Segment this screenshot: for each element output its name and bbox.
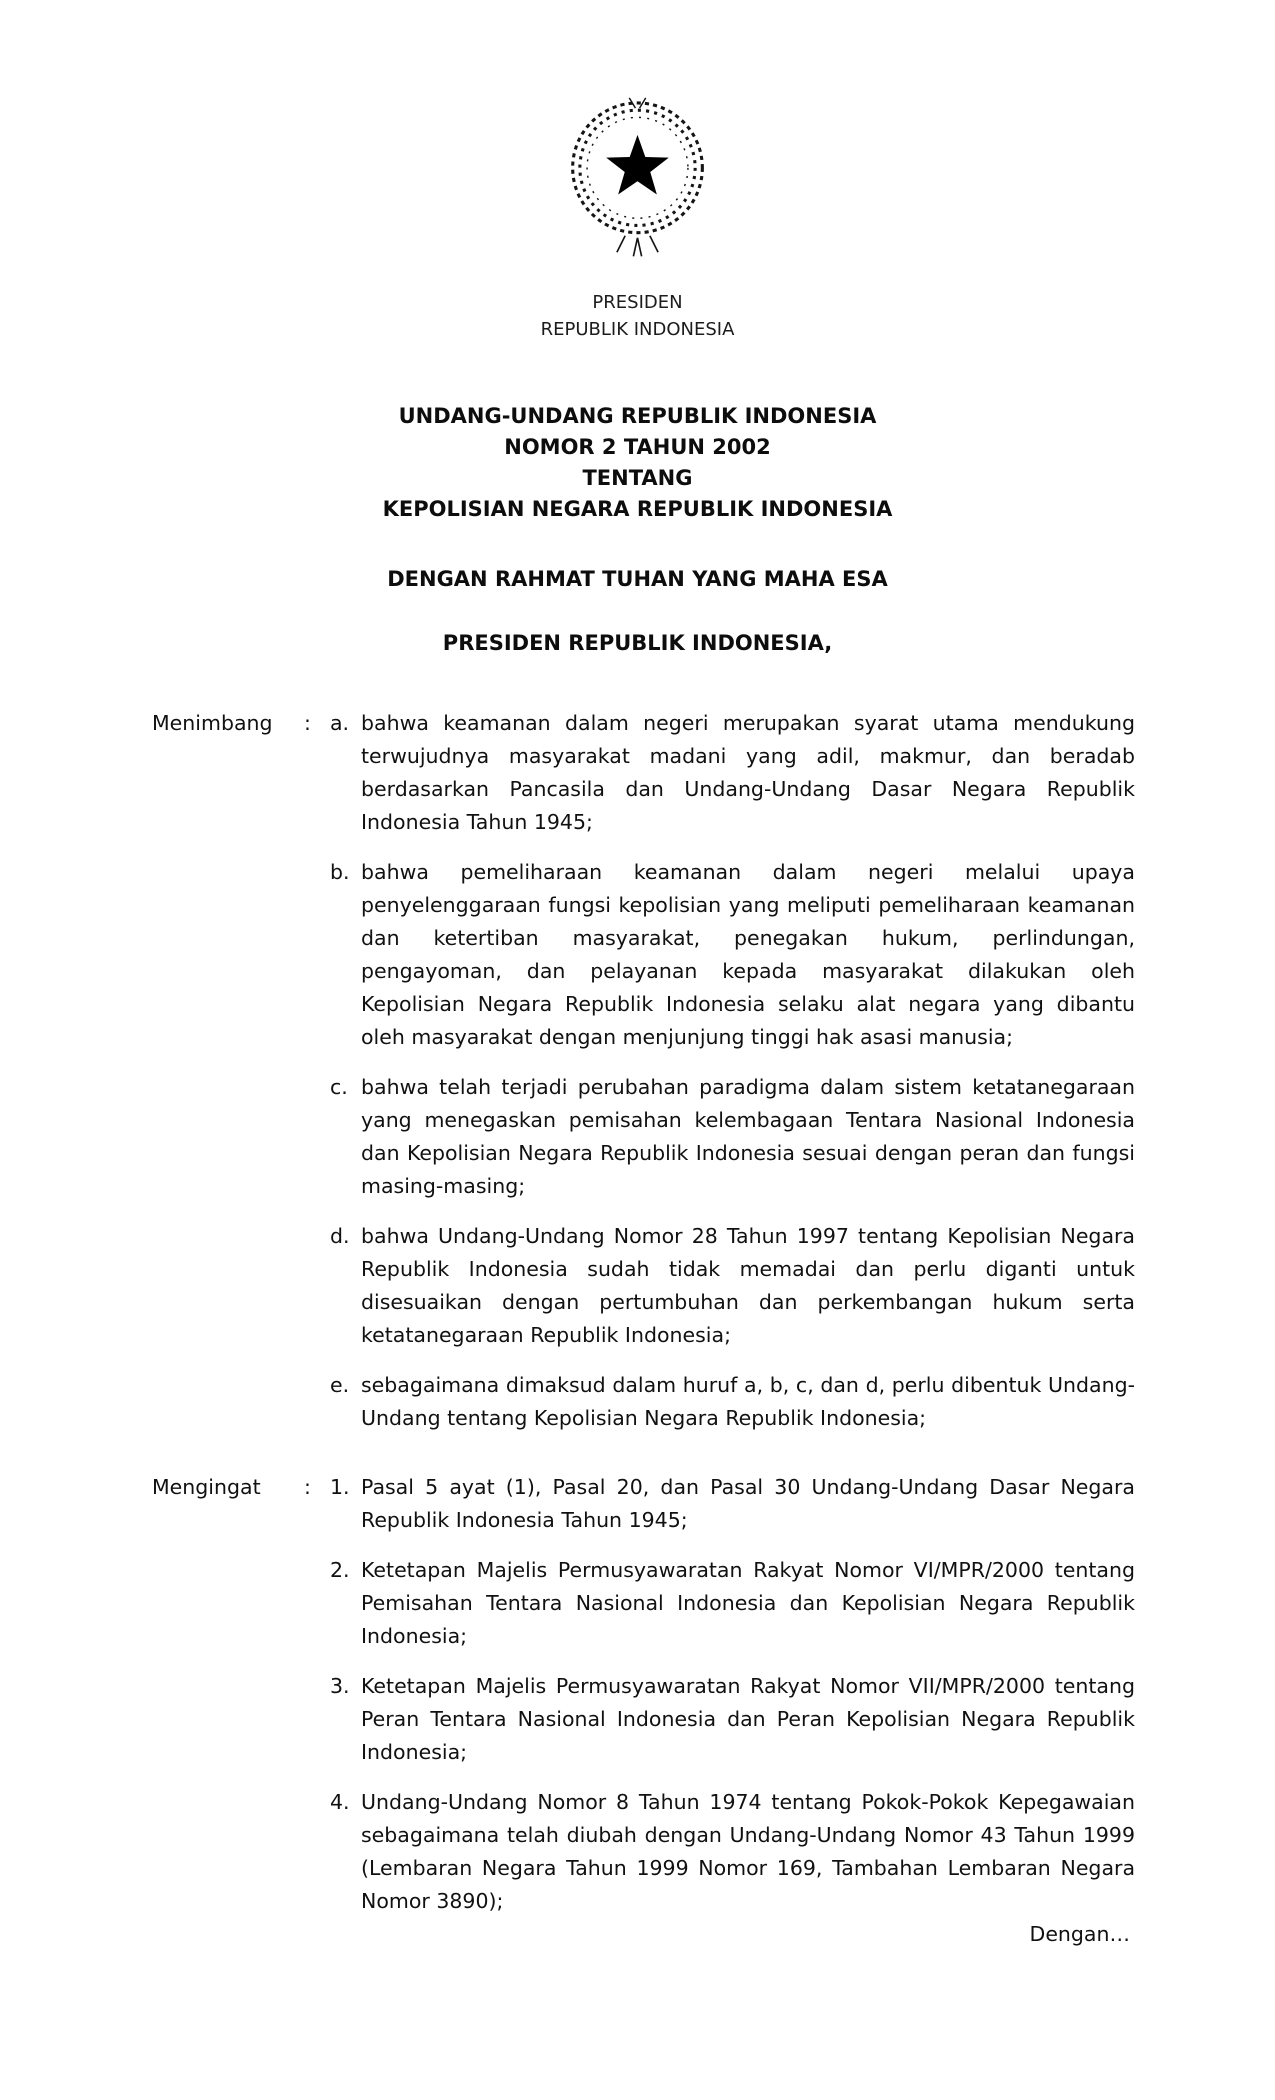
item-text: bahwa keamanan dalam negeri merupakan syarat utama mendukung terwujudnya masyarakat madani yang adil, makmur, dan beradab berdasarkan Pancasila dan Undang-Undang Dasar Negara Republik Indonesia Tahun 1945;	[361, 711, 1135, 834]
considering-items	[330, 707, 1135, 1435]
page-continuation-catchword: Dengan…	[1029, 1922, 1130, 1946]
recalling-items	[330, 1471, 1135, 1918]
item-marker: a.	[330, 711, 350, 735]
law-title-line-3: TENTANG	[582, 466, 693, 490]
considering-item-b	[330, 856, 1135, 1054]
document-body	[0, 707, 1275, 1918]
considering-item-c	[330, 1071, 1135, 1203]
considering-item-d	[330, 1220, 1135, 1352]
item-marker: 3.	[330, 1674, 350, 1698]
recalling-item-3	[330, 1670, 1135, 1769]
considering-colon: :	[304, 711, 311, 735]
law-title	[0, 401, 1275, 525]
item-text: sebagaimana dimaksud dalam huruf a, b, c, dan d, perlu dibentuk Undang-Undang tentang Kepolisian Negara Republik Indonesia;	[361, 1373, 1135, 1430]
law-title-line-2: NOMOR 2 TAHUN 2002	[504, 435, 771, 459]
item-text: Ketetapan Majelis Permusyawaratan Rakyat Nomor VII/MPR/2000 tentang Peran Tentara Nasional Indonesia dan Peran Kepolisian Negara Republik Indonesia;	[361, 1674, 1135, 1764]
recalling-item-4	[330, 1786, 1135, 1918]
recalling-colon: :	[304, 1475, 311, 1499]
item-marker: 2.	[330, 1558, 350, 1582]
letterhead	[0, 289, 1275, 343]
recalling-item-1	[330, 1471, 1135, 1537]
seal-wreath-star-icon	[550, 85, 725, 263]
item-marker: c.	[330, 1075, 348, 1099]
letterhead-presiden: PRESIDEN	[592, 292, 683, 313]
item-text: bahwa pemeliharaan keamanan dalam negeri melalui upaya penyelenggaraan fungsi kepolisian yang meliputi pemeliharaan keamanan dan ketertiban masyarakat, penegakan hukum, perlindungan, pengayoman, dan pelayanan kepada masyarakat dilakukan oleh Kepolisian Negara Republik Indonesia selaku alat negara yang dibantu oleh masyarakat dengan menjunjung tinggi hak asasi manusia;	[361, 860, 1135, 1049]
enacting-authority-line: PRESIDEN REPUBLIK INDONESIA,	[442, 631, 833, 655]
law-title-line-4: KEPOLISIAN NEGARA REPUBLIK INDONESIA	[382, 497, 893, 521]
item-marker: d.	[330, 1224, 350, 1248]
considering-item-a	[330, 707, 1135, 839]
letterhead-republik-indonesia: REPUBLIK INDONESIA	[540, 319, 735, 340]
considering-label: Menimbang	[152, 711, 273, 735]
law-title-line-1: UNDANG-UNDANG REPUBLIK INDONESIA	[398, 404, 877, 428]
recalling-section	[152, 1471, 1135, 1918]
item-marker: 1.	[330, 1475, 350, 1499]
star-icon	[606, 135, 669, 195]
item-text: Undang-Undang Nomor 8 Tahun 1974 tentang Pokok-Pokok Kepegawaian sebagaimana telah diubah dengan Undang-Undang Nomor 43 Tahun 1999 (Lembaran Negara Tahun 1999 Nomor 169, Tambahan Lembaran Negara Nomor 3890);	[361, 1790, 1135, 1913]
item-text: bahwa telah terjadi perubahan paradigma dalam sistem ketatanegaraan yang menegaskan pemisahan kelembagaan Tentara Nasional Indonesia dan Kepolisian Negara Republik Indonesia sesuai dengan peran dan fungsi masing-masing;	[361, 1075, 1135, 1198]
item-marker: e.	[330, 1373, 350, 1397]
item-marker: b.	[330, 860, 350, 884]
item-text: Pasal 5 ayat (1), Pasal 20, dan Pasal 30 Undang-Undang Dasar Negara Republik Indonesia Tahun 1945;	[361, 1475, 1135, 1532]
recalling-label: Mengingat	[152, 1475, 261, 1499]
item-text: Ketetapan Majelis Permusyawaratan Rakyat Nomor VI/MPR/2000 tentang Pemisahan Tentara Nasional Indonesia dan Kepolisian Negara Republik Indonesia;	[361, 1558, 1135, 1648]
considering-section	[152, 707, 1135, 1435]
recalling-item-2	[330, 1554, 1135, 1653]
item-marker: 4.	[330, 1790, 350, 1814]
presidential-seal	[0, 0, 1275, 263]
invocation-line: DENGAN RAHMAT TUHAN YANG MAHA ESA	[387, 567, 888, 591]
considering-item-e	[330, 1369, 1135, 1435]
item-text: bahwa Undang-Undang Nomor 28 Tahun 1997 tentang Kepolisian Negara Republik Indonesia sudah tidak memadai dan perlu diganti untuk disesuaikan dengan pertumbuhan dan perkembangan hukum serta ketatanegaraan Republik Indonesia;	[361, 1224, 1135, 1347]
